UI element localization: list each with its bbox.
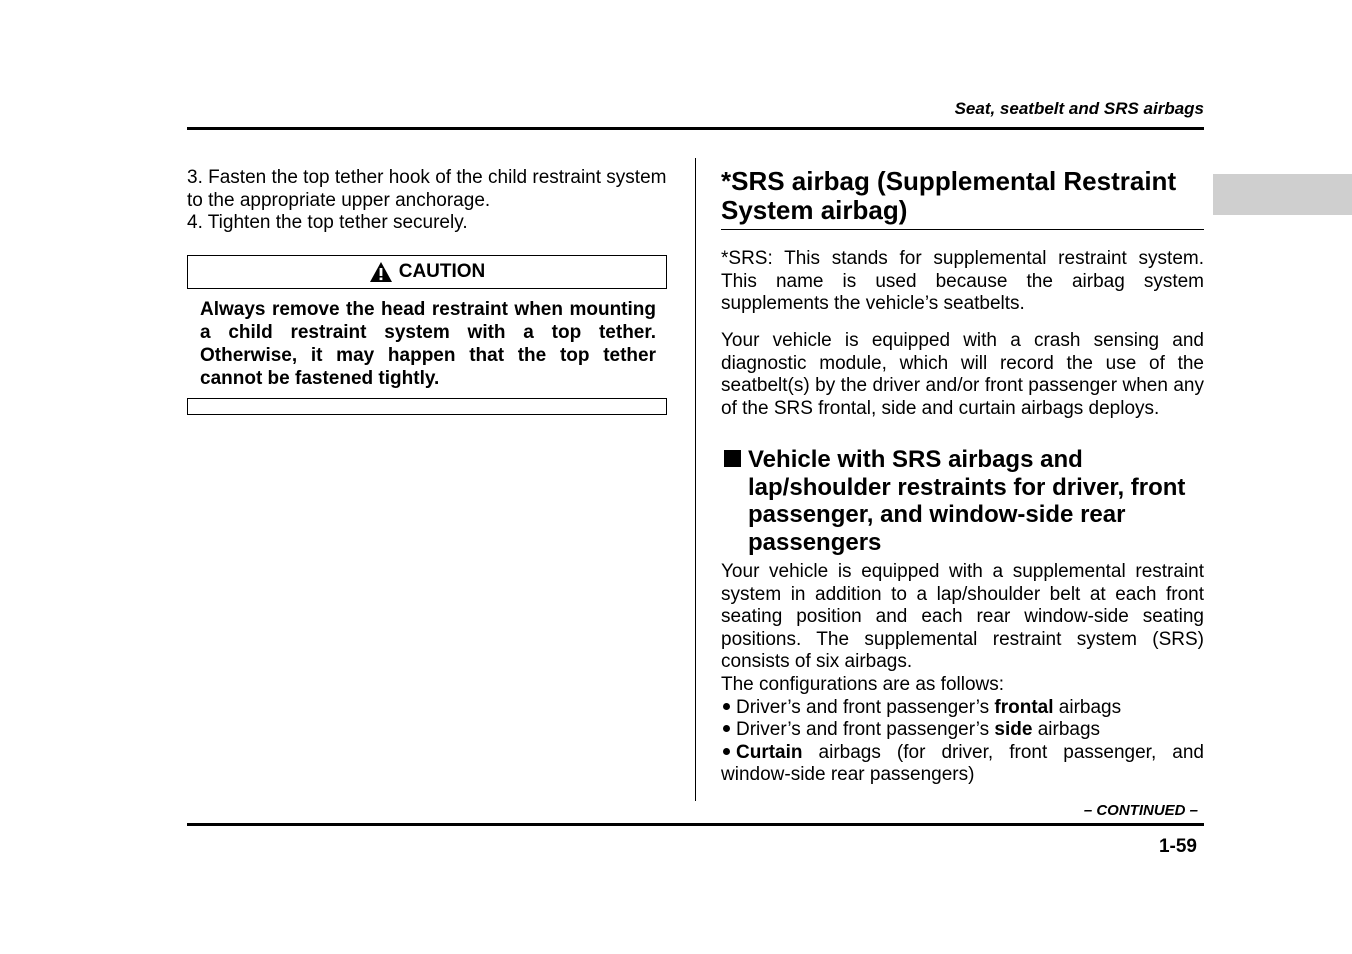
caution-end-box bbox=[187, 398, 667, 415]
caution-text: Always remove the head restraint when mounting a child restraint system with a top tether. Otherwise, it may happen that the top tether cannot be fastened tightly. bbox=[200, 299, 656, 389]
section-heading-rule bbox=[721, 229, 1204, 230]
configurations-intro: The configurations are as follows: bbox=[721, 673, 1005, 695]
black-square-icon bbox=[724, 450, 741, 467]
step-3: 3. Fasten the top tether hook of the child restraint system to the appropriate upper anchorage. bbox=[187, 167, 667, 211]
header-rule bbox=[187, 127, 1204, 130]
subsection-heading bbox=[721, 446, 1204, 556]
column-divider bbox=[695, 158, 696, 801]
page-number: 1-59 bbox=[1158, 836, 1197, 857]
section-heading: *SRS airbag (Supplemental Restraint System airbag) bbox=[721, 166, 1177, 225]
srs-definition: *SRS: This stands for supplemental restraint system. This name is used because the airbag system supplements the vehicle’s seatbelts. bbox=[721, 248, 1204, 315]
bullet-icon bbox=[723, 748, 730, 755]
footer-rule bbox=[187, 823, 1204, 826]
caution-header-box bbox=[187, 255, 667, 289]
recorder-paragraph: Your vehicle is equipped with a crash sensing and diagnostic module, which will record the use of the seatbelt(s) by the driver and/or front passenger when any of the SRS frontal, side and curtain airbags deploys. bbox=[721, 330, 1204, 419]
bullet-icon bbox=[723, 725, 730, 732]
config-item-curtain: Curtain airbags (for driver, front passenger, and window-side rear passengers) bbox=[721, 741, 1204, 786]
subsection-heading-text: Vehicle with SRS airbags and lap/shoulder restraints for driver, front passenger, and window-side rear passengers bbox=[748, 446, 1186, 556]
tether-steps bbox=[187, 167, 671, 235]
chapter-thumb-tab bbox=[1213, 174, 1352, 215]
system-paragraph: Your vehicle is equipped with a supplemental restraint system in addition to a lap/shoulder belt at each front seating position and each rear window-side seating positions. The supplemental restraint system (SRS) consists of six airbags. bbox=[721, 561, 1204, 673]
bullet-icon bbox=[723, 703, 730, 710]
warning-triangle-icon bbox=[369, 261, 393, 283]
config-item-frontal: Driver’s and front passenger’s frontal airbags bbox=[721, 697, 1204, 720]
caution-label: CAUTION bbox=[398, 261, 486, 282]
config-item-side: Driver’s and front passenger’s side airbags bbox=[721, 719, 1204, 742]
system-description bbox=[721, 561, 1204, 787]
running-header: Seat, seatbelt and SRS airbags bbox=[954, 99, 1204, 118]
step-4: 4. Tighten the top tether securely. bbox=[187, 212, 468, 234]
continued-marker: – CONTINUED – bbox=[1083, 802, 1198, 819]
